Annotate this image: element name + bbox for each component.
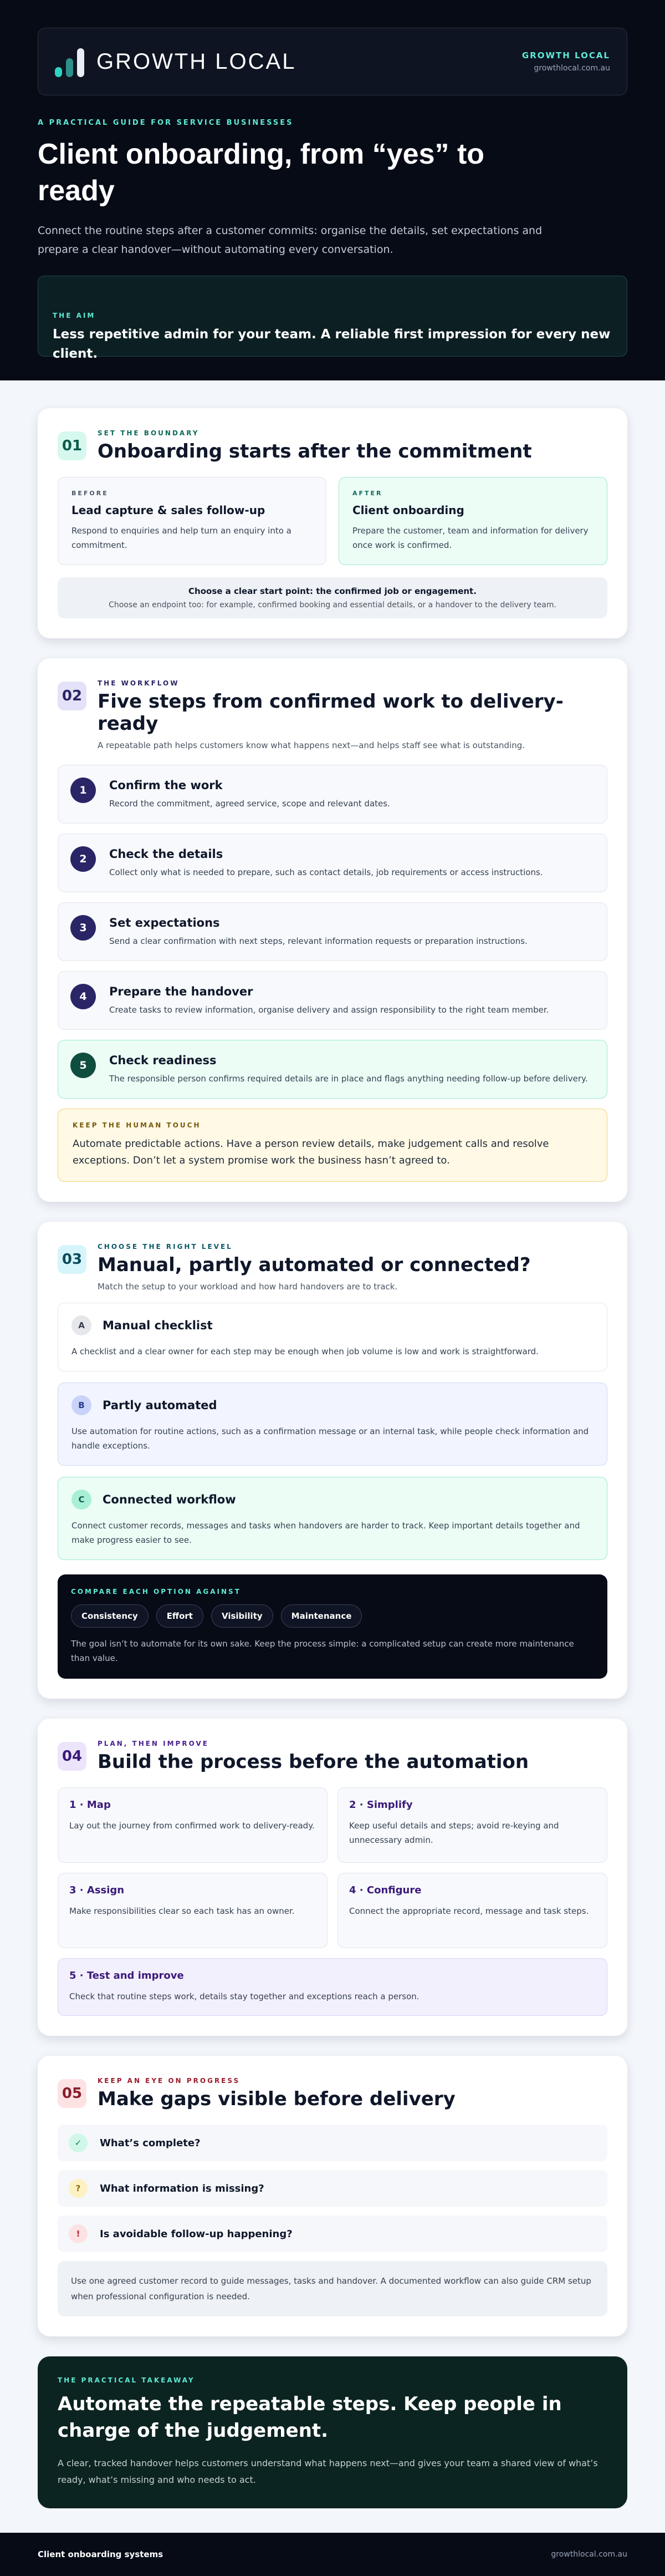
option-text: A checklist and a clear owner for each step may be enough when job volume is low and work is straightforward. [71, 1347, 539, 1356]
logo-text: GROWTH LOCAL [96, 49, 296, 74]
section-subtitle: A repeatable path helps customers know what happens next—and helps staff see what is outstanding. [98, 740, 525, 750]
step-item [58, 971, 607, 1030]
section-progress [38, 2056, 627, 2336]
bar-chart-logo-icon [55, 46, 84, 77]
section-eyebrow: SET THE BOUNDARY [98, 429, 200, 437]
before-box [58, 477, 326, 565]
section-eyebrow: THE WORKFLOW [98, 679, 180, 687]
plan-text: Make responsibilities clear so each task has an owner. [69, 1906, 295, 1916]
section-levels [38, 1222, 627, 1699]
option-letter: C [71, 1490, 91, 1510]
check-text: What information is missing? [100, 2182, 264, 2194]
step-number: 3 [70, 915, 96, 941]
step-number: 5 [70, 1053, 96, 1078]
check-text: What’s complete? [100, 2137, 201, 2149]
step-number: 1 [70, 778, 96, 803]
check-list [58, 2125, 607, 2252]
plan-item [58, 1873, 328, 1948]
plan-text: Check that routine steps work, details stay together and exceptions reach a person. [69, 1991, 420, 2001]
human-label: KEEP THE HUMAN TOUCH [73, 1121, 201, 1129]
plan-text: Keep useful details and steps; avoid re-keying and unnecessary admin. [349, 1821, 559, 1845]
step-text: Record the commitment, agreed service, scope and relevant dates. [109, 799, 390, 809]
page-title: Client onboarding, from “yes” to ready [38, 138, 485, 207]
plan-title: 5 · Test and improve [69, 1970, 184, 1981]
note-title: Choose a clear start point: the confirmed job or engagement. [188, 586, 477, 596]
plan-item-test [58, 1958, 607, 2016]
hero-lead: Connect the routine steps after a customer commits: organise the details, set expectations and prepare a clear handover—without automating every conversation. [38, 225, 543, 256]
plan-grid [58, 1787, 607, 2016]
section-title: Manual, partly automated or connected? [98, 1254, 531, 1276]
after-label: AFTER [352, 490, 383, 497]
section-number: 04 [58, 1742, 86, 1771]
check-text: Is avoidable follow-up happening? [100, 2228, 293, 2240]
step-item-ready [58, 1040, 607, 1099]
note-text: Choose an endpoint too: for example, confirmed booking and essential details, or a handover to the delivery team. [109, 601, 556, 609]
checkmark-icon: ✓ [69, 2133, 88, 2152]
footer [0, 2533, 665, 2576]
aim-text: Less repetitive admin for your team. A reliable first impression for every new client. [53, 327, 611, 361]
compare-text: The goal isn’t to automate for its own sake. Keep the process simple: a complicated setup can create more maintenance than value. [71, 1639, 574, 1663]
compare-label: COMPARE EACH OPTION AGAINST [71, 1588, 241, 1596]
section-number: 01 [58, 431, 86, 460]
step-item [58, 834, 607, 892]
record-note [58, 2261, 607, 2316]
option-manual [58, 1303, 607, 1371]
option-title: Connected workflow [103, 1493, 236, 1506]
section-boundary [38, 408, 627, 638]
section-number: 02 [58, 682, 86, 710]
section-build [38, 1719, 627, 2036]
option-connected [58, 1477, 607, 1560]
plan-title: 3 · Assign [69, 1884, 125, 1896]
hero [0, 0, 665, 380]
warning-icon: ! [69, 2224, 88, 2243]
option-title: Manual checklist [103, 1319, 213, 1332]
chip-maintenance: Maintenance [281, 1604, 362, 1628]
step-title: Check readiness [109, 1054, 217, 1067]
check-item [58, 2216, 607, 2252]
question-icon: ? [69, 2179, 88, 2198]
compare-panel [58, 1574, 607, 1679]
before-title: Lead capture & sales follow-up [71, 504, 265, 517]
option-letter: B [71, 1395, 91, 1415]
option-letter: A [71, 1315, 91, 1335]
takeaway-title: Automate the repeatable steps. Keep people in charge of the judgement. [58, 2393, 562, 2442]
after-title: Client onboarding [352, 504, 464, 517]
step-title: Check the details [109, 847, 223, 861]
step-text: Create tasks to review information, organise delivery and assign responsibility to the right team member. [109, 1005, 549, 1015]
start-point-note [58, 577, 607, 618]
plan-item [337, 1873, 607, 1948]
website-link[interactable]: growthlocal.com.au [534, 64, 610, 73]
step-text: The responsible person confirms required details are in place and flags anything needing follow-up before delivery. [109, 1074, 588, 1084]
aim-label: THE AIM [53, 312, 96, 319]
section-workflow [38, 658, 627, 1202]
section-title: Make gaps visible before delivery [98, 2088, 456, 2110]
step-title: Set expectations [109, 916, 220, 929]
plan-item [337, 1787, 607, 1863]
section-title: Onboarding starts after the commitment [98, 440, 532, 463]
chip-list [71, 1604, 594, 1628]
step-item [58, 902, 607, 961]
takeaway-panel [38, 2356, 627, 2508]
footer-website-link[interactable]: growthlocal.com.au [551, 2550, 627, 2559]
step-text: Send a clear confirmation with next steps, relevant information requests or preparation instructions. [109, 936, 528, 946]
section-title: Build the process before the automation [98, 1751, 529, 1773]
section-eyebrow: PLAN, THEN IMPROVE [98, 1740, 209, 1747]
takeaway-eyebrow: THE PRACTICAL TAKEAWAY [58, 2376, 195, 2384]
record-note-text: Use one agreed customer record to guide messages, tasks and handover. A documented workflow can also guide CRM setup when professional configuration is needed. [71, 2276, 591, 2301]
logo [55, 46, 296, 77]
main-content [0, 380, 665, 2508]
step-title: Prepare the handover [109, 985, 253, 998]
chip-effort: Effort [156, 1604, 203, 1628]
option-text: Use automation for routine actions, such as a confirmation message or an internal task, while people check information and handle exceptions. [71, 1426, 589, 1451]
human-touch-callout [58, 1109, 607, 1182]
chip-consistency: Consistency [71, 1604, 149, 1628]
section-number: 05 [58, 2079, 86, 2108]
plan-title: 4 · Configure [349, 1884, 422, 1896]
check-item [58, 2170, 607, 2207]
section-subtitle: Match the setup to your workload and how hard handovers are to track. [98, 1282, 398, 1292]
brand-info [522, 50, 610, 73]
step-item [58, 765, 607, 824]
footer-title: Client onboarding systems [38, 2549, 163, 2559]
section-eyebrow: KEEP AN EYE ON PROGRESS [98, 2077, 241, 2085]
section-title: Five steps from confirmed work to delivery-ready [98, 690, 564, 735]
takeaway-text: A clear, tracked handover helps customers understand what happens next—and gives your team a shared view of what’s ready, what’s missing and who needs to act. [58, 2458, 598, 2485]
hero-eyebrow: A PRACTICAL GUIDE FOR SERVICE BUSINESSES [38, 119, 294, 127]
brand-bar [38, 28, 627, 95]
check-item [58, 2125, 607, 2161]
plan-title: 2 · Simplify [349, 1799, 413, 1811]
step-number: 4 [70, 984, 96, 1009]
after-text: Prepare the customer, team and information for delivery once work is confirmed. [352, 526, 589, 550]
brand-name: GROWTH LOCAL [521, 50, 610, 60]
option-partly-automated [58, 1383, 607, 1466]
after-box [339, 477, 607, 565]
step-number: 2 [70, 846, 96, 872]
step-text: Collect only what is needed to prepare, such as contact details, job requirements or access instructions. [109, 867, 543, 877]
before-label: BEFORE [71, 490, 109, 497]
section-number: 03 [58, 1245, 86, 1274]
aim-box [38, 276, 627, 361]
step-title: Confirm the work [109, 779, 223, 792]
plan-title: 1 · Map [69, 1799, 111, 1811]
chip-visibility: Visibility [211, 1604, 273, 1628]
plan-item [58, 1787, 328, 1863]
before-text: Respond to enquiries and help turn an enquiry into a commitment. [71, 526, 291, 550]
plan-text: Connect the appropriate record, message and task steps. [349, 1906, 589, 1916]
plan-text: Lay out the journey from confirmed work to delivery-ready. [69, 1821, 315, 1831]
section-eyebrow: CHOOSE THE RIGHT LEVEL [98, 1243, 233, 1251]
option-title: Partly automated [103, 1399, 217, 1412]
option-text: Connect customer records, messages and tasks when handovers are harder to track. Keep important details together and make progress easier to see. [71, 1521, 580, 1545]
steps-list [58, 765, 607, 1099]
human-text: Automate predictable actions. Have a person review details, make judgement calls and resolve exceptions. Don’t let a system promise work the business hasn’t agreed to. [73, 1138, 549, 1166]
